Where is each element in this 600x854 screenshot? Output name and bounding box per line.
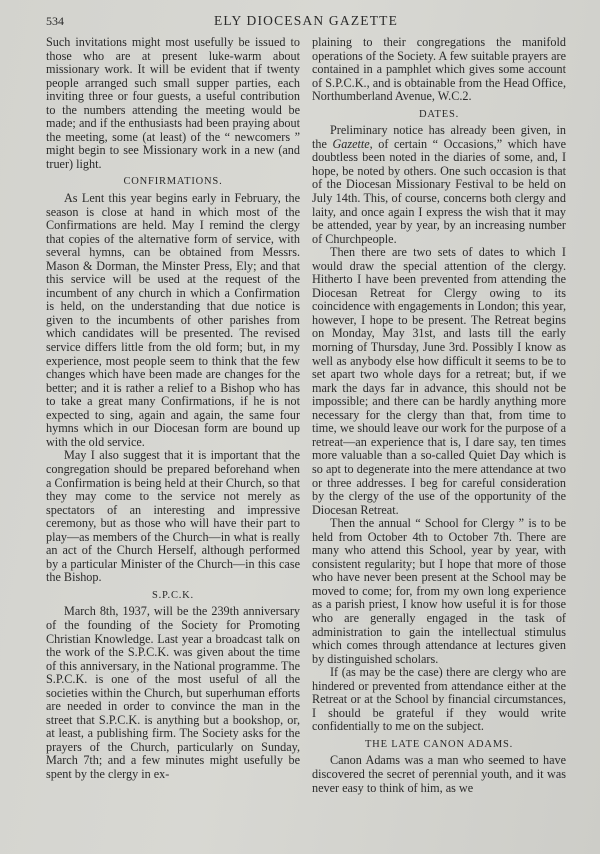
heading-confirmations: CONFIRMATIONS.: [123, 176, 223, 188]
text-columns: [46, 36, 566, 795]
paragraph-retreat: Then there are two sets of dates to which I would draw the special attention of the clergy. Hitherto I have been prevented from attending the Diocesan Retreat for Clergy owing to its coincidence with engagements in London; this year, however, I hope to be present. The Retreat begins on Monday, May 31st, and lasts till the early morning of Thursday, June 3rd. Possibly I know as well as anybody else how difficult it seems to be to set apart two whole days for a retreat; but, if we mark the days far in advance, this should not be impossible; and there can be hardly anything more necessary for the clergy than that, from time to time, we should leave our work for the purpose of a retreat—an experience that is, I dare say, ten times more valuable than a so-called Quiet Day which is so apt to degenerate into the mere attendance at two or three addresses. I beg for careful consideration by the clergy of the use of the opportunity of the Diocesan Retreat.: [312, 245, 566, 517]
paragraph-invitations: Such invitations might most usefully be issued to those who are at present luke-warm about missionary work. It will be evident that if twenty people arranged such small supper parties, each inviting three or four guests, a useful contribution to the numbers attending the meeting would be made; and if the enthusiasts had been praying about the meeting, some (at least) of the “ newcomers ” might begin to see Missionary work in a new (and truer) light.: [46, 35, 300, 171]
text-segment: , of certain “ Occasions,” which have doubtless been noted in the diaries of some, and, I hope, be noted by others. One such occasion is that of the Diocesan Missionary Festival to be held on July 14th. This, of course, concerns both clergy and laity, and once again I express the wish that it may be attended, year by year, by an increasing number of Churchpeople.: [312, 136, 566, 246]
paragraph-spck-continued: plaining to their congregations the manifold operations of the Society. A few suitable prayers are contained in a pamphlet which gives some account of S.P.C.K., and is obtainable from the Head Office, Northumberland Avenue, W.C.2.: [312, 35, 566, 104]
text-segment: Preliminary notice has already been given, in the: [312, 123, 566, 151]
paragraph-canon-adams: Canon Adams was a man who seemed to have discovered the secret of perennial youth, and it was never easy to think of him, as we: [312, 753, 566, 795]
heading-spck: S.P.C.K.: [151, 589, 194, 601]
paragraph-school-for-clergy: Then the annual “ School for Clergy ” is to be held from October 4th to October 7th. There are many who attend this School, year by year, with consistent regularity; but I hope that more of those who have never been present at the School may be moved to come; for, from my own long experience as a parish priest, I know how useful it is for those who are generally engaged in the task of administration to gain the intellectual stimulus which comes through attendance at lectures given by distinguished scholars.: [312, 516, 566, 666]
right-column: [312, 36, 566, 795]
heading-canon-adams: THE LATE CANON ADAMS.: [364, 738, 514, 750]
running-head: ELY DIOCESAN GAZETTE: [213, 13, 399, 28]
page-number: 534: [46, 14, 64, 28]
page-header: [46, 12, 566, 34]
paragraph-financial-circumstances: If (as may be the case) there are clergy who are hindered or prevented from attendance either at the Retreat or at the School by financial circumstances, I should be grateful if they would write confidentially to me on the subject.: [312, 665, 566, 734]
left-column: [46, 36, 300, 795]
paragraph-preliminary-notice: [312, 124, 566, 246]
paragraph-spck-anniversary: March 8th, 1937, will be the 239th anniversary of the founding of the Society for Promoting Christian Knowledge. Last year a broadcast talk on the work of the S.P.C.K. was given about the time of this anniversary, in the National programme. The S.P.C.K. is one of the most useful of all the societies within the Church, but superhuman efforts are needed in order to convince the man in the street that S.P.C.K. is anything but a bookshop, or, at least, a publishing firm. The Society asks for the prayers of the Church, particularly on Sunday, March 7th; and a few minutes might usefully be spent by the clergy in ex-: [46, 604, 300, 781]
paragraph-congregation: May I also suggest that it is important that the congregation should be prepared beforehand when a Confirmation is being held at their Church, so that they may come to the service not merely as spectators of an interesting and impressive ceremony, but as those who will have their part to play—as members of the Church—in what is really an act of the Church Herself, although performed by a particular Minister of the Church—in this case the Bishop.: [46, 448, 300, 585]
gazette-italic: Gazette: [332, 136, 370, 151]
paragraph-lent: As Lent this year begins early in February, the season is close at hand in which most of the Confirmations are held. May I remind the clergy that copies of the alternative form of service, with several hymns, can be obtained from Messrs. Mason & Dorman, the Minster Press, Ely; and that this service will be used at the request of the incumbent of any church in which a Confirmation is held, on the understanding that due notice is given to the incumbents of other parishes from which candidates will be presented. The revised service differs little from the old form; but, in my experience, most people seem to think that the few changes which have been made are changes for the better; and it is rather a relief to a Bishop who has to take a great many Confirmations, if he is not expected to sing, again and again, the same four hymns which in our Diocesan form are bound up with the old service.: [46, 191, 300, 449]
heading-dates: DATES.: [418, 108, 460, 120]
